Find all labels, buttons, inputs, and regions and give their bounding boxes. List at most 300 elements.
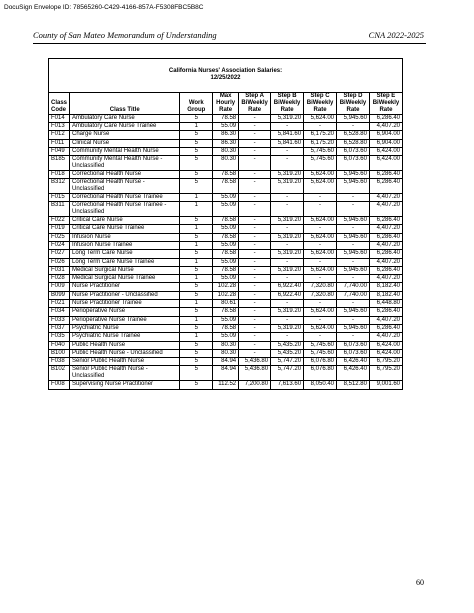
step-e-cell: 6,424.00: [369, 349, 402, 357]
table-row: [49, 333, 403, 341]
work-group-cell: 5: [180, 308, 213, 316]
class-code-cell: F028: [49, 275, 70, 283]
step-d-cell: 6,073.60: [337, 156, 370, 171]
step-d-cell: 5,945.60: [337, 233, 370, 241]
step-e-cell: 6,904.00: [369, 139, 402, 147]
work-group-cell: 1: [180, 194, 213, 202]
step-d-cell: -: [337, 241, 370, 249]
step-b-cell: 5,435.20: [271, 341, 304, 349]
class-title-cell: Infusion Nurse: [70, 233, 180, 241]
step-c-cell: 6,175.20: [304, 131, 337, 139]
max-hourly-rate-cell: 55.09: [213, 225, 239, 233]
class-code-cell: B102: [49, 366, 70, 381]
step-b-cell: 5,319.20: [271, 266, 304, 274]
class-title-cell: Perioperative Nurse: [70, 308, 180, 316]
class-title-cell: Perioperative Nurse Trainee: [70, 316, 180, 324]
document-header-title: County of San Mateo Memorandum of Understanding: [33, 30, 217, 40]
work-group-cell: 5: [180, 283, 213, 291]
step-b-cell: -: [271, 241, 304, 249]
max-hourly-rate-cell: 78.58: [213, 308, 239, 316]
step-a-cell: -: [239, 179, 271, 194]
table-row: [49, 170, 403, 178]
step-d-cell: 8,512.80: [337, 381, 370, 389]
step-c-cell: 5,624.00: [304, 308, 337, 316]
class-title-cell: Nurse Practitioner Trainee: [70, 300, 180, 308]
step-a-cell: -: [239, 300, 271, 308]
step-c-cell: -: [304, 241, 337, 249]
class-code-cell: F038: [49, 358, 70, 366]
step-c-cell: 7,320.80: [304, 291, 337, 299]
step-c-cell: 8,050.40: [304, 381, 337, 389]
class-title-cell: Critical Care Nurse: [70, 217, 180, 225]
max-hourly-rate-cell: 55.09: [213, 316, 239, 324]
step-d-cell: 7,740.00: [337, 283, 370, 291]
step-a-cell: -: [239, 122, 271, 130]
class-code-cell: F021: [49, 300, 70, 308]
max-hourly-rate-cell: 78.58: [213, 179, 239, 194]
step-a-cell: -: [239, 275, 271, 283]
step-b-cell: -: [271, 194, 304, 202]
step-b-cell: 5,319.20: [271, 324, 304, 332]
step-d-cell: 6,426.40: [337, 366, 370, 381]
class-title-cell: Ambulatory Care Nurse Trainee: [70, 122, 180, 130]
step-a-cell: -: [239, 131, 271, 139]
table-row: [49, 324, 403, 332]
class-title-cell: Nurse Practitioner: [70, 283, 180, 291]
step-a-cell: -: [239, 349, 271, 357]
step-a-cell: -: [239, 233, 271, 241]
step-c-cell: -: [304, 122, 337, 130]
class-code-cell: F009: [49, 283, 70, 291]
class-title-cell: Charge Nurse: [70, 131, 180, 139]
table-row: [49, 316, 403, 324]
col-header-work-group: Work Group: [180, 93, 213, 115]
max-hourly-rate-cell: 55.09: [213, 275, 239, 283]
work-group-cell: 5: [180, 358, 213, 366]
step-d-cell: 6,528.80: [337, 131, 370, 139]
step-e-cell: 4,407.20: [369, 333, 402, 341]
table-row: [49, 114, 403, 122]
col-header-class-code: Class Code: [49, 93, 70, 115]
document-header-contract: CNA 2022-2025: [368, 30, 424, 40]
step-e-cell: 6,795.20: [369, 358, 402, 366]
class-title-cell: Correctional Health Nurse Trainee - Unclassified: [70, 202, 180, 217]
step-b-cell: -: [271, 225, 304, 233]
step-b-cell: 6,922.40: [271, 291, 304, 299]
table-title-date: 12/25/2022: [210, 75, 241, 81]
table-row: [49, 275, 403, 283]
step-a-cell: -: [239, 139, 271, 147]
step-b-cell: 5,319.20: [271, 250, 304, 258]
step-b-cell: 5,319.20: [271, 308, 304, 316]
step-d-cell: 5,945.60: [337, 217, 370, 225]
work-group-cell: 1: [180, 225, 213, 233]
step-e-cell: 6,795.20: [369, 366, 402, 381]
class-code-cell: F014: [49, 114, 70, 122]
class-title-cell: Nurse Practitioner - Unclassified: [70, 291, 180, 299]
table-row: [49, 308, 403, 316]
class-code-cell: B312: [49, 179, 70, 194]
class-code-cell: F037: [49, 324, 70, 332]
step-d-cell: 5,945.60: [337, 308, 370, 316]
step-c-cell: 5,745.60: [304, 156, 337, 171]
table-row: [49, 217, 403, 225]
table-row: [49, 266, 403, 274]
step-c-cell: 5,624.00: [304, 217, 337, 225]
max-hourly-rate-cell: 86.30: [213, 131, 239, 139]
step-c-cell: 7,320.80: [304, 283, 337, 291]
step-c-cell: -: [304, 194, 337, 202]
step-a-cell: -: [239, 147, 271, 155]
work-group-cell: 5: [180, 156, 213, 171]
class-title-cell: Psychiatric Nurse: [70, 324, 180, 332]
step-d-cell: 7,740.00: [337, 291, 370, 299]
class-title-cell: Community Mental Health Nurse: [70, 147, 180, 155]
step-b-cell: 5,841.60: [271, 131, 304, 139]
col-header-step-e: Step E BiWeekly Rate: [369, 93, 402, 115]
step-c-cell: 5,745.60: [304, 349, 337, 357]
step-b-cell: -: [271, 333, 304, 341]
step-d-cell: -: [337, 122, 370, 130]
class-title-cell: Medical Surgical Nurse: [70, 266, 180, 274]
step-b-cell: 5,319.20: [271, 233, 304, 241]
step-d-cell: 6,426.40: [337, 358, 370, 366]
step-e-cell: 4,407.20: [369, 122, 402, 130]
step-a-cell: -: [239, 225, 271, 233]
step-d-cell: 5,945.60: [337, 114, 370, 122]
col-header-step-a: Step A BiWeekly Rate: [239, 93, 271, 115]
step-d-cell: -: [337, 275, 370, 283]
work-group-cell: 5: [180, 366, 213, 381]
step-e-cell: 9,001.60: [369, 381, 402, 389]
table-row: [49, 250, 403, 258]
table-row: [49, 258, 403, 266]
step-d-cell: 6,073.60: [337, 147, 370, 155]
col-header-max-hourly-rate: Max Hourly Rate: [213, 93, 239, 115]
step-a-cell: -: [239, 217, 271, 225]
step-a-cell: -: [239, 341, 271, 349]
step-e-cell: 6,286.40: [369, 114, 402, 122]
max-hourly-rate-cell: 84.94: [213, 366, 239, 381]
class-code-cell: F015: [49, 194, 70, 202]
step-d-cell: -: [337, 316, 370, 324]
step-e-cell: 6,286.40: [369, 179, 402, 194]
work-group-cell: 5: [180, 139, 213, 147]
step-e-cell: 6,904.00: [369, 131, 402, 139]
table-row: [49, 291, 403, 299]
step-d-cell: 6,073.60: [337, 341, 370, 349]
step-a-cell: -: [239, 156, 271, 171]
max-hourly-rate-cell: 78.58: [213, 114, 239, 122]
table-row: [49, 341, 403, 349]
step-c-cell: 5,745.60: [304, 341, 337, 349]
step-c-cell: 6,076.80: [304, 366, 337, 381]
work-group-cell: 5: [180, 114, 213, 122]
work-group-cell: 5: [180, 324, 213, 332]
class-code-cell: F022: [49, 217, 70, 225]
step-b-cell: 5,319.20: [271, 217, 304, 225]
class-code-cell: F040: [49, 341, 70, 349]
header-divider: [33, 43, 426, 44]
step-e-cell: 4,407.20: [369, 194, 402, 202]
step-d-cell: -: [337, 300, 370, 308]
class-title-cell: Long Term Care Nurse: [70, 250, 180, 258]
class-code-cell: F026: [49, 258, 70, 266]
work-group-cell: 1: [180, 300, 213, 308]
step-a-cell: -: [239, 114, 271, 122]
step-a-cell: 7,200.80: [239, 381, 271, 389]
class-code-cell: F008: [49, 381, 70, 389]
class-code-cell: F018: [49, 170, 70, 178]
step-a-cell: -: [239, 316, 271, 324]
step-e-cell: 6,424.00: [369, 341, 402, 349]
work-group-cell: 5: [180, 266, 213, 274]
table-title: [49, 59, 403, 93]
max-hourly-rate-cell: 55.09: [213, 258, 239, 266]
step-b-cell: 5,747.20: [271, 366, 304, 381]
step-d-cell: 6,528.80: [337, 139, 370, 147]
work-group-cell: 5: [180, 217, 213, 225]
step-d-cell: 5,945.60: [337, 170, 370, 178]
step-e-cell: 4,407.20: [369, 316, 402, 324]
max-hourly-rate-cell: 86.30: [213, 139, 239, 147]
max-hourly-rate-cell: 78.58: [213, 217, 239, 225]
step-b-cell: -: [271, 147, 304, 155]
class-code-cell: F031: [49, 266, 70, 274]
step-e-cell: 6,286.40: [369, 324, 402, 332]
step-d-cell: -: [337, 333, 370, 341]
step-c-cell: -: [304, 225, 337, 233]
class-code-cell: B185: [49, 156, 70, 171]
step-a-cell: -: [239, 283, 271, 291]
max-hourly-rate-cell: 112.52: [213, 381, 239, 389]
max-hourly-rate-cell: 55.09: [213, 122, 239, 130]
class-code-cell: F013: [49, 122, 70, 130]
docusign-envelope-id: DocuSign Envelope ID: 78565260-C429-4166-857A-F5308FBC5B8C: [4, 4, 204, 11]
class-code-cell: B099: [49, 291, 70, 299]
step-a-cell: -: [239, 170, 271, 178]
work-group-cell: 1: [180, 241, 213, 249]
step-d-cell: -: [337, 202, 370, 217]
table-row: [49, 366, 403, 381]
max-hourly-rate-cell: 78.58: [213, 170, 239, 178]
class-code-cell: F025: [49, 233, 70, 241]
step-d-cell: 5,945.60: [337, 179, 370, 194]
step-b-cell: -: [271, 258, 304, 266]
class-code-cell: F034: [49, 308, 70, 316]
table-row: [49, 147, 403, 155]
step-b-cell: -: [271, 156, 304, 171]
step-c-cell: 5,624.00: [304, 266, 337, 274]
step-a-cell: 5,436.80: [239, 358, 271, 366]
table-row: [49, 381, 403, 389]
work-group-cell: 5: [180, 341, 213, 349]
col-header-step-c: Step C BiWeekly Rate: [304, 93, 337, 115]
class-title-cell: Correctional Health Nurse - Unclassified: [70, 179, 180, 194]
step-a-cell: -: [239, 291, 271, 299]
work-group-cell: 5: [180, 179, 213, 194]
step-a-cell: -: [239, 250, 271, 258]
max-hourly-rate-cell: 80.30: [213, 147, 239, 155]
step-e-cell: 8,182.40: [369, 291, 402, 299]
step-b-cell: 5,747.20: [271, 358, 304, 366]
max-hourly-rate-cell: 55.09: [213, 202, 239, 217]
work-group-cell: 1: [180, 316, 213, 324]
max-hourly-rate-cell: 102.28: [213, 291, 239, 299]
step-b-cell: 5,319.20: [271, 114, 304, 122]
salary-table: [48, 58, 403, 390]
step-b-cell: 5,319.20: [271, 179, 304, 194]
table-row: [49, 139, 403, 147]
step-b-cell: -: [271, 300, 304, 308]
table-row: [49, 283, 403, 291]
step-d-cell: 6,073.60: [337, 349, 370, 357]
class-code-cell: B100: [49, 349, 70, 357]
col-header-class-title: Class Title: [70, 93, 180, 115]
step-e-cell: 4,407.20: [369, 202, 402, 217]
step-b-cell: 5,435.20: [271, 349, 304, 357]
class-title-cell: Long Term Care Nurse Trainee: [70, 258, 180, 266]
class-title-cell: Medical Surgical Nurse Trainee: [70, 275, 180, 283]
step-c-cell: -: [304, 202, 337, 217]
class-code-cell: F024: [49, 241, 70, 249]
class-code-cell: F049: [49, 147, 70, 155]
step-e-cell: 6,424.00: [369, 147, 402, 155]
table-row: [49, 156, 403, 171]
step-a-cell: -: [239, 241, 271, 249]
step-c-cell: 5,624.00: [304, 170, 337, 178]
work-group-cell: 1: [180, 333, 213, 341]
step-c-cell: 5,624.00: [304, 233, 337, 241]
class-title-cell: Correctional Health Nurse Trainee: [70, 194, 180, 202]
class-title-cell: Senior Public Health Nurse - Unclassified: [70, 366, 180, 381]
step-e-cell: 6,286.40: [369, 217, 402, 225]
step-d-cell: -: [337, 225, 370, 233]
work-group-cell: 5: [180, 381, 213, 389]
class-code-cell: F011: [49, 139, 70, 147]
step-d-cell: 5,945.60: [337, 266, 370, 274]
class-code-cell: F035: [49, 333, 70, 341]
step-a-cell: -: [239, 194, 271, 202]
step-a-cell: -: [239, 266, 271, 274]
max-hourly-rate-cell: 80.30: [213, 156, 239, 171]
step-d-cell: -: [337, 194, 370, 202]
step-b-cell: -: [271, 122, 304, 130]
table-row: [49, 202, 403, 217]
step-e-cell: 6,286.40: [369, 266, 402, 274]
work-group-cell: 1: [180, 258, 213, 266]
step-c-cell: 5,745.60: [304, 147, 337, 155]
max-hourly-rate-cell: 80.61: [213, 300, 239, 308]
table-row: [49, 225, 403, 233]
max-hourly-rate-cell: 80.30: [213, 349, 239, 357]
step-c-cell: -: [304, 258, 337, 266]
table-row: [49, 233, 403, 241]
table-row: [49, 349, 403, 357]
step-b-cell: -: [271, 316, 304, 324]
max-hourly-rate-cell: 55.09: [213, 333, 239, 341]
step-c-cell: 5,624.00: [304, 324, 337, 332]
work-group-cell: 5: [180, 250, 213, 258]
max-hourly-rate-cell: 80.30: [213, 341, 239, 349]
step-c-cell: 6,076.80: [304, 358, 337, 366]
work-group-cell: 1: [180, 202, 213, 217]
work-group-cell: 5: [180, 131, 213, 139]
step-a-cell: 5,436.80: [239, 366, 271, 381]
class-title-cell: Clinical Nurse: [70, 139, 180, 147]
step-a-cell: -: [239, 202, 271, 217]
work-group-cell: 5: [180, 291, 213, 299]
work-group-cell: 1: [180, 122, 213, 130]
table-row: [49, 241, 403, 249]
step-b-cell: 5,841.60: [271, 139, 304, 147]
work-group-cell: 5: [180, 233, 213, 241]
max-hourly-rate-cell: 78.58: [213, 250, 239, 258]
step-e-cell: 6,448.80: [369, 300, 402, 308]
col-header-step-b: Step B BiWeekly Rate: [271, 93, 304, 115]
table-row: [49, 358, 403, 366]
table-row: [49, 179, 403, 194]
step-c-cell: -: [304, 275, 337, 283]
step-b-cell: 6,922.40: [271, 283, 304, 291]
table-row: [49, 194, 403, 202]
step-d-cell: 5,945.60: [337, 250, 370, 258]
max-hourly-rate-cell: 84.94: [213, 358, 239, 366]
step-e-cell: 6,286.40: [369, 308, 402, 316]
class-code-cell: F033: [49, 316, 70, 324]
class-title-cell: Supervising Nurse Practitioner: [70, 381, 180, 389]
table-title-line1: California Nurses' Association Salaries:: [168, 68, 283, 75]
step-c-cell: -: [304, 316, 337, 324]
step-e-cell: 6,286.40: [369, 250, 402, 258]
step-a-cell: -: [239, 324, 271, 332]
class-title-cell: Public Health Nurse: [70, 341, 180, 349]
class-title-cell: Critical Care Nurse Trainee: [70, 225, 180, 233]
step-e-cell: 6,286.40: [369, 233, 402, 241]
step-b-cell: 7,613.60: [271, 381, 304, 389]
table-row: [49, 300, 403, 308]
step-a-cell: -: [239, 333, 271, 341]
step-c-cell: 6,175.20: [304, 139, 337, 147]
table-row: [49, 122, 403, 130]
max-hourly-rate-cell: 78.58: [213, 324, 239, 332]
step-e-cell: 4,407.20: [369, 241, 402, 249]
step-b-cell: -: [271, 275, 304, 283]
class-code-cell: F019: [49, 225, 70, 233]
work-group-cell: 5: [180, 170, 213, 178]
step-b-cell: -: [271, 202, 304, 217]
step-c-cell: 5,624.00: [304, 250, 337, 258]
class-code-cell: F027: [49, 250, 70, 258]
step-e-cell: 4,407.20: [369, 258, 402, 266]
work-group-cell: 1: [180, 275, 213, 283]
class-code-cell: F012: [49, 131, 70, 139]
work-group-cell: 5: [180, 147, 213, 155]
max-hourly-rate-cell: 55.09: [213, 194, 239, 202]
page-number: 60: [416, 578, 424, 587]
step-c-cell: -: [304, 300, 337, 308]
max-hourly-rate-cell: 102.28: [213, 283, 239, 291]
step-e-cell: 6,424.00: [369, 156, 402, 171]
max-hourly-rate-cell: 78.58: [213, 266, 239, 274]
table-body: [49, 114, 403, 389]
step-d-cell: -: [337, 258, 370, 266]
class-title-cell: Infusion Nurse Trainee: [70, 241, 180, 249]
step-c-cell: 5,624.00: [304, 179, 337, 194]
table-row: [49, 131, 403, 139]
step-e-cell: 8,182.40: [369, 283, 402, 291]
step-e-cell: 4,407.20: [369, 275, 402, 283]
